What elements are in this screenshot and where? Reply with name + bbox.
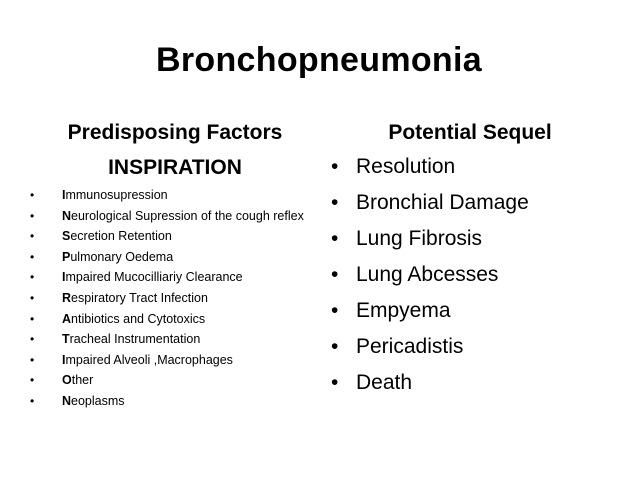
bullet-icon: • <box>331 299 339 322</box>
item-initial: N <box>62 393 72 408</box>
item-text: Death <box>356 371 413 394</box>
predisposing-factors-heading: Predisposing Factors <box>67 121 283 144</box>
item-text: mpaired Alveoli ,Macrophages <box>65 352 233 367</box>
item-text: racheal Instrumentation <box>69 332 201 347</box>
list-item <box>325 226 615 252</box>
item-initial: O <box>62 373 72 388</box>
item-text: ecretion Retention <box>70 229 172 244</box>
bullet-icon: • <box>331 335 339 358</box>
item-text: eoplasms <box>71 393 125 408</box>
item-initial: T <box>62 332 70 347</box>
item-text: Lung Fibrosis <box>356 227 483 250</box>
bullet-icon: • <box>331 263 339 286</box>
item-initial: I <box>62 188 66 202</box>
item-text: eurological Supression of the cough reflex <box>71 208 304 223</box>
item-text: Pericadistis <box>356 335 464 358</box>
bullet-icon: • <box>30 393 35 408</box>
item-initial: I <box>62 352 66 367</box>
list-item <box>325 334 615 360</box>
bullet-icon: • <box>30 373 35 388</box>
item-text: ther <box>71 373 94 388</box>
list-item <box>325 370 615 396</box>
bullet-icon: • <box>30 332 35 347</box>
item-initial: A <box>62 311 72 326</box>
item-text: mpaired Mucocilliariy Clearance <box>65 270 243 285</box>
bullet-icon: • <box>30 208 35 223</box>
bullet-icon: • <box>331 371 339 394</box>
item-initial: P <box>62 249 71 264</box>
slide-title: Bronchopneumonia <box>156 41 482 79</box>
potential-sequel-heading: Potential Sequel <box>388 121 552 144</box>
list-item <box>30 269 320 285</box>
item-initial: I <box>62 270 66 285</box>
item-text: ulmonary Oedema <box>70 249 174 264</box>
inspiration-subheading: INSPIRATION <box>108 156 242 179</box>
bullet-icon: • <box>331 155 339 178</box>
bullet-icon: • <box>30 188 35 202</box>
list-item <box>30 208 320 224</box>
bullet-icon: • <box>30 352 35 367</box>
potential-sequel-list <box>325 154 615 396</box>
list-item <box>325 190 615 216</box>
list-item <box>325 298 615 324</box>
list-item <box>325 154 615 180</box>
list-item <box>30 290 320 306</box>
potential-sequel-column <box>325 118 615 406</box>
predisposing-factors-list <box>30 187 320 409</box>
list-item <box>30 311 320 327</box>
item-text: Lung Abcesses <box>356 263 499 286</box>
bullet-icon: • <box>30 249 35 264</box>
item-text: espiratory Tract Infection <box>71 290 208 305</box>
bullet-icon: • <box>30 270 35 285</box>
list-item <box>30 393 320 409</box>
list-item <box>30 249 320 265</box>
bullet-icon: • <box>331 227 339 250</box>
item-text: mmunosupression <box>65 188 168 202</box>
bullet-icon: • <box>331 191 339 214</box>
bullet-icon: • <box>30 311 35 326</box>
item-text: ntibiotics and Cytotoxics <box>71 311 206 326</box>
list-item <box>325 262 615 288</box>
list-item <box>30 228 320 244</box>
item-initial: R <box>62 290 72 305</box>
list-item <box>30 187 320 203</box>
bullet-icon: • <box>30 290 35 305</box>
list-item <box>30 352 320 368</box>
item-text: Empyema <box>356 299 451 322</box>
item-initial: N <box>62 208 72 223</box>
item-text: Bronchial Damage <box>356 191 529 214</box>
item-initial: S <box>62 229 71 244</box>
item-text: Resolution <box>356 155 456 178</box>
list-item <box>30 372 320 388</box>
bullet-icon: • <box>30 229 35 244</box>
list-item <box>30 331 320 347</box>
predisposing-factors-column <box>30 118 320 414</box>
